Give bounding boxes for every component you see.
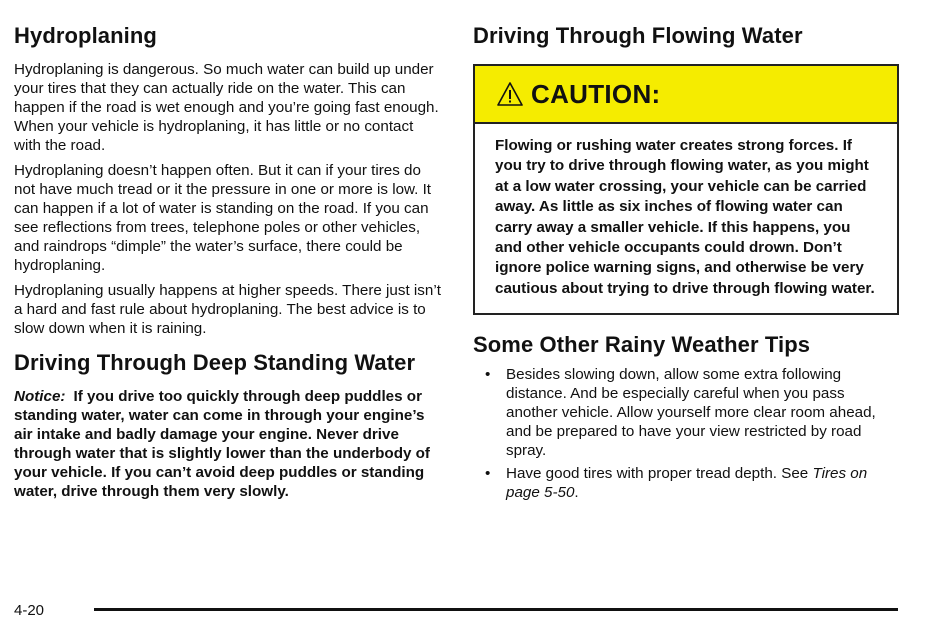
hydroplaning-paragraph-3: Hydroplaning usually happens at higher speeds. There just isn’t a hard and fast rule about hydroplaning. The best advice is to slow down when it is raining.	[14, 282, 441, 337]
rainy-tips-list	[473, 365, 899, 502]
list-item	[473, 464, 899, 502]
bullet: •	[485, 465, 491, 483]
deep-water-heading: Driving Through Deep Standing Water	[14, 350, 416, 375]
caution-text: Flowing or rushing water creates strong forces. If you try to drive through flowing water, as you might at a low water crossing, your vehicle can be carried away. As little as six inches of flowing water can carry away a smaller vehicle. If this happens, you and other vehicle occupants could drown. Don’t ignore police warning signs, and otherwise be very cautious about trying to drive through flowing water.	[495, 137, 875, 297]
tires-page-reference-link[interactable]: Tires on page 5-50	[506, 465, 868, 502]
list-item	[473, 365, 899, 460]
tip-text: Have good tires with proper tread depth. See	[506, 465, 813, 483]
hydroplaning-heading: Hydroplaning	[14, 23, 157, 48]
caution-title: CAUTION:	[531, 78, 661, 109]
hydroplaning-paragraph-1: Hydroplaning is dangerous. So much water can build up under your tires that they can actually ride on the water. This can happen if the road is wet enough and you’re going fast enough. When your vehicle is hydroplaning, it has little or no contact with the road.	[14, 61, 439, 154]
warning-triangle-icon	[497, 81, 523, 107]
tip-text: Besides slowing down, allow some extra following distance. And be especially careful when you pass another vehicle. Allow yourself more clear room ahead, and be prepared to have your view restricted by road spray.	[506, 366, 876, 460]
right-column	[473, 22, 899, 506]
notice-paragraph	[14, 387, 442, 501]
caution-header	[475, 66, 897, 124]
rainy-tips-heading: Some Other Rainy Weather Tips	[473, 332, 811, 358]
flowing-water-heading: Driving Through Flowing Water	[473, 23, 803, 48]
caution-box	[473, 64, 899, 315]
tip-text-end: .	[574, 484, 579, 502]
hydroplaning-paragraph-2: Hydroplaning doesn’t happen often. But it can if your tires do not have much tread or it the pressure in one or more is low. It can happen if a lot of water is standing on the road. If you can see reflections from trees, telephone poles or other vehicles, and raindrops “dimple” the water’s surface, there could be hydroplaning.	[14, 162, 432, 274]
notice-label: Notice:	[14, 388, 66, 405]
bullet: •	[485, 366, 491, 384]
page-number: 4-20	[14, 602, 45, 619]
notice-text: If you drive too quickly through deep puddles or standing water, water can come in through your engine’s air intake and badly damage your engine. Never drive through water that is slightly lower than the underbody of your vehicle. If you can’t avoid deep puddles or standing water, drive through them very slowly.	[14, 388, 430, 500]
left-column	[14, 22, 442, 501]
footer-rule	[94, 608, 898, 611]
